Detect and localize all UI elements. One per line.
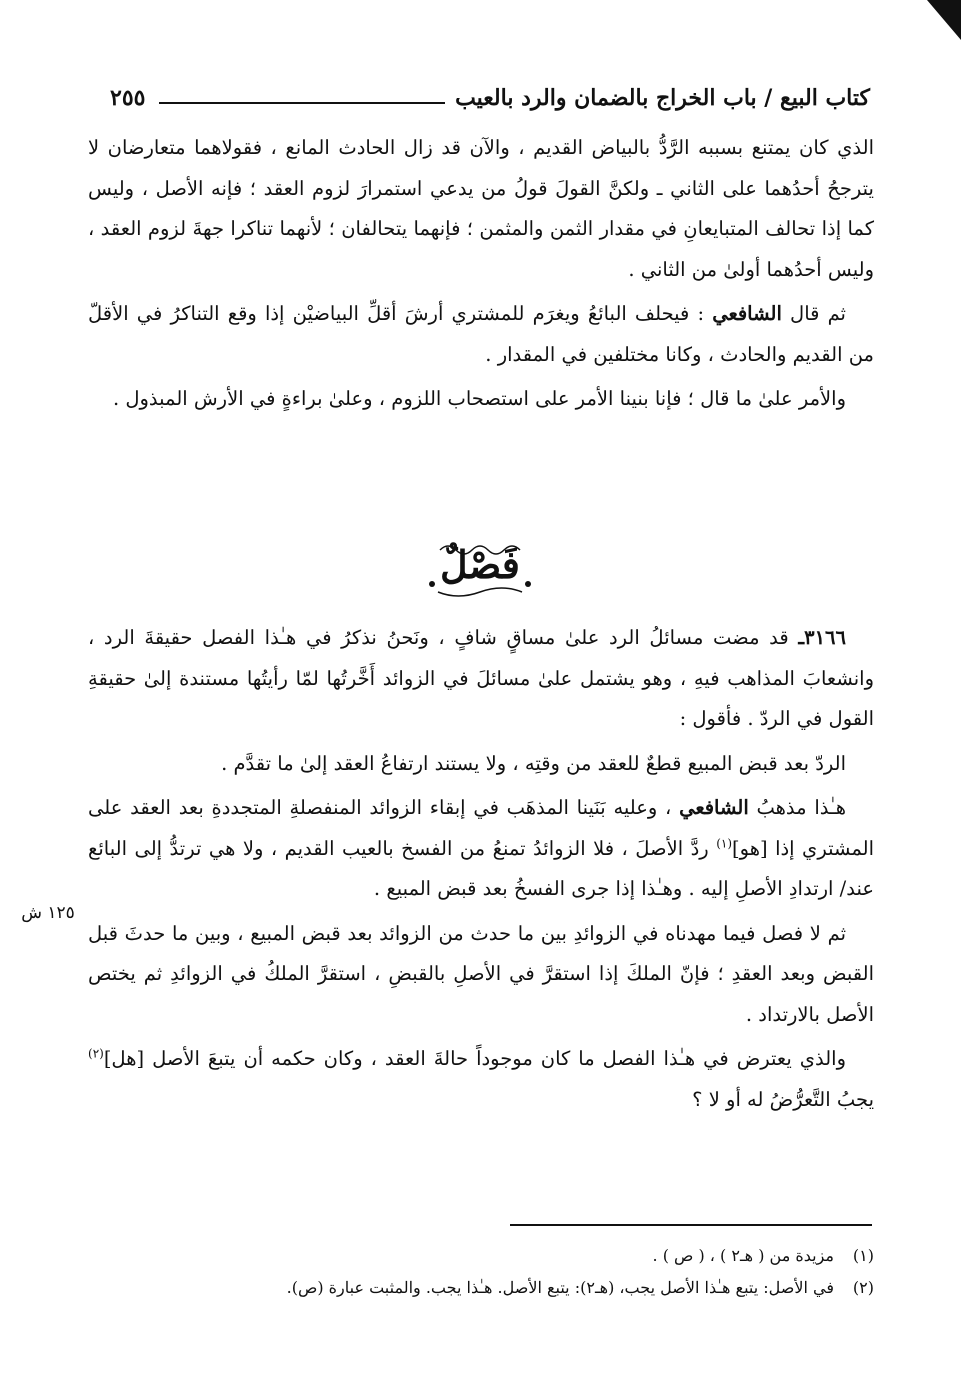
paragraph: الذي كان يمتنع بسببه الرَّدُّ بالبياض القديم ، والآن قد زال الحادث المانع ، فقولاهما متعارضان لا يترجحُ أحدُهما على الثاني ـ ولكنَّ القولَ قولُ من يدعي استمرارَ لزوم العقد ؛ فإنه الأصل ، وليس كما إذا تحالف المتبايعانِ في مقدار الثمن والمثمن ؛ فإنهما يتحالفان ؛ لأنهما تناكرا جهةَ لزوم العقد ، وليس أحدُهما أولىٰ من الثاني . [88,136,874,281]
footnote [88,1272,874,1304]
paragraph: ثم لا فصل فيما مهدناه في الزوائدِ بين ما حدث من الزوائد بعد قبض المبيع ، وبين ما حدثَ قبل القبض وبعد العقدِ ؛ فإنّ الملكَ إذا استقرَّ في الأصلِ بالقبضِ ، استقرَّ الملكُ في الزوائدِ ثم يختص الأصل بالارتداد . [88,921,874,1026]
paragraph-text: ثم قال [781,302,846,325]
running-header [110,78,870,118]
section-number: ٣١٦٦ـ [798,626,846,649]
footnote-ref: (١) [716,836,733,850]
body-text-bottom [88,618,874,1124]
footnote-text: في الأصل: يتبع هـٰذا الأصل يجب، (هـ٢): يتبع الأصل. هـٰذا يجب. والمثبت عبارة (ص). [286,1278,834,1297]
author-name: الشافعي [679,796,749,819]
footnote [88,1240,874,1272]
footnote-ref: (٢) [88,1046,104,1061]
footnotes [88,1240,874,1304]
author-name: الشافعي [712,302,782,325]
paragraph [88,618,874,740]
paragraph [88,788,874,910]
paragraph: والأمر علىٰ ما قال ؛ فإنا بنينا الأمر على استصحاب اللزوم ، وعلىٰ براءةٍ في الأرش المبذول . [112,387,846,410]
section-heading-ornament [380,536,580,600]
paragraph-text: ردَّ الأصلَ ، فلا الزوائدُ تمنعُ من الفسخ بالعيب القديم ، ولا هي ترتدُّ إلى البائع عند/ ارتدادِ الأصلِ إليه . وهـٰذا إذا جرى الفسخُ بعد قبض المبيع . [88,836,874,900]
footnote-text: مزيدة من ( هـ٢ ) ، ( ص ) . [652,1246,834,1265]
paragraph-text: : فيحلف البائعُ ويغرَم للمشتري أرشَ أقلِّ البياضيْن إذا وقع التناكرُ في الأقلّ من القديم والحادث ، وكانا مختلفين في المقدار . [88,302,874,366]
page-number: ٢٥٥ [110,85,146,111]
paragraph [88,1039,874,1120]
paragraph: الردّ بعد قبض المبيع قطعٌ للعقد من وقتِه ، ولا يستند ارتفاعُ العقد إلىٰ ما تقدَّم . [221,751,846,775]
paragraph [88,294,874,375]
header-rule [159,102,445,104]
paragraph-text: هـٰذا مذهبُ [748,796,846,819]
footnote-number: (٢) [852,1278,874,1297]
page-corner-mark [927,0,961,40]
footnote-number: (١) [852,1246,874,1265]
manuscript-folio-note: ١٢٥ ش [21,903,75,923]
footnote-rule [510,1224,872,1226]
section-heading: فَصْلٌ [440,542,520,587]
paragraph-text: ، وعليه بَنَينا المذهَب في إبقاء الزوائد المنفصلةِ المتجددةِ بعد العقد على المشتري إذا [هو] [88,796,874,860]
paragraph-text: والذي يعترض في هـٰذا الفصل ما كان موجوداً حالةَ العقد ، وكان حكمه أن يتبعَ الأصل [هل] [103,1047,846,1070]
body-text-top [88,128,874,424]
header-title: كتاب البيع / باب الخراج بالضمان والرد بالعيب [455,85,870,111]
paragraph-text: قد مضت مسائلُ الرد علىٰ مساقٍ شافٍ ، ونَحنُ نذكرُ في هـٰذا الفصل حقيقةَ الرد ، وانشعابَ المذاهب فيهِ ، وهو يشتمل علىٰ مسائلَ في الزوائد أَخَّرتُها لمّا رأيتُها مستندة إلىٰ حقيقةِ القول في الردّ . فأقول : [88,626,874,730]
paragraph-text: يجبُ التَّعرُّضُ له أو لا ؟ [692,1087,874,1111]
